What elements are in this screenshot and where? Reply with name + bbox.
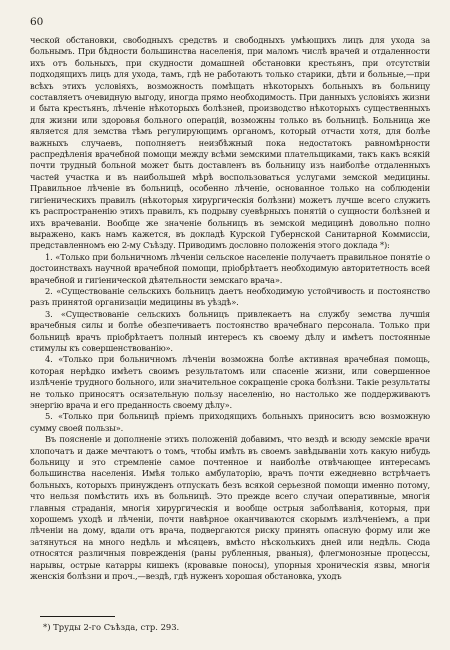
paragraph-point-3: 3. «Существованіе сельскихъ больницъ привлекаетъ на службу земства лучшія врачебныя силы и болѣе обезпечиваетъ постоянство врачебнаго персонала. Только при больницѣ врачъ пріобрѣтаетъ полный интересъ къ своему дѣлу и имѣетъ постоянные стимулы къ совершенствованію». (30, 308, 430, 353)
paragraph-point-5: 5. «Только при больницѣ пріемъ приходящихъ больныхъ приноситъ всю возможную сумму своей пользы». (30, 411, 430, 433)
paragraph-point-2: 2. «Существованіе сельскихъ больницъ даетъ необходимую устойчивость и постоянство разъ принятой организаціи медицины въ уѣздѣ». (30, 285, 430, 308)
page-number: 60 (30, 16, 44, 28)
body-text (30, 35, 430, 583)
paragraph-point-1: 1. «Только при больничномъ лѣченіи сельское населеніе получаетъ правильное понятіе о достоинствахъ научной врачебной помощи, пріобрѣтаетъ необходимую авторитетность всей врачебной и гигіенической дѣятельности земскаго врача». (30, 251, 430, 285)
paragraph-intro: ческой обстановки, свободныхъ средствъ и свободныхъ умѣющихъ лицъ для ухода за больнымъ. При бѣдности большинства населенія, при маломъ числѣ врачей и отдаленности ихъ отъ больныхъ, при скудности домашней обстановки крестьянъ, при отсутствіи подходящихъ лицъ для ухода, тамъ, гдѣ не работаютъ только старики, дѣти и больные,—при всѣхъ этихъ условіяхъ, возможность помѣщать нѣкоторыхъ больныхъ въ больницу составляетъ очевидную выгоду, иногда прямо необходимость. При данныхъ условіяхъ жизни и быта крестьянъ, лѣченіе нѣкоторыхъ болѣзней, производство нѣкоторыхъ существенныхъ для жизни или здоровья больного операцій, возможны только въ больницѣ. Больница же является для земства тѣмъ регулирующимъ органомъ, который отчасти хотя, для болѣе важныхъ случаевъ, пополняетъ неизбѣжный пока недостатокъ равномѣрности распредѣленія врачебной помощи между всѣми земскими плательщиками, такъ какъ всякій почти трудный больной может быть доставленъ въ больницу изъ наиболѣе отдаленныхъ частей участка и въ наибольшей мѣрѣ воспользоваться услугами земской медицины. Правильное лѣченіе въ больницѣ, особенно лѣченіе, основанное только на соблюденіи гигіеническихъ правилъ (нѣкоторыя хирургическія болѣзни) можетъ лучше всего служить къ распространенію этихъ правилъ, къ подрыву суевѣрныхъ понятій о сущности болѣзней и ихъ врачеваніи. Вообще же значеніе больницъ въ земской медицинѣ довольно полно выражено, какъ намъ кажется, въ докладѣ Курской Губернской Санитарной Коммиссіи, представленномъ ею 2-му Съѣзду. Приводимъ дословно положенія этого доклада *): (30, 35, 430, 251)
footnote-divider (40, 616, 115, 617)
paragraph-point-4: 4. «Только при больничномъ лѣченіи возможна болѣе активная врачебная помощь, которая нерѣдко имѣетъ своимъ результатомъ или спасеніе жизни, или совершенное излѣченіе трудного больного, или значительное сокращеніе срока болѣзни. Такіе результаты не только приносятъ осязательную пользу населенію, но настолько же поддерживаютъ энергію врача и его преданность своему дѣлу». (30, 354, 430, 410)
paragraph-explanation: Въ поясненіе и дополненіе этихъ положеній добавимъ, что вездѣ и всюду земскіе врачи хлопочатъ и даже мечтаютъ о томъ, чтобы имѣть въ своемъ завѣдываніи хоть какую нибудь больницу и это стремленіе самое почтенное и наиболѣе отвѣчающее интересамъ большинства населенія. Имѣя только амбулаторію, врачъ почти ежедневно встрѣчаетъ больныхъ, которыхъ принужденъ отпускать безъ всякой серьезной помощи именно потому, что нельзя помѣстить ихъ въ больницѣ. Это прежде всего случаи оперативные, многія главныя страданія, многія хирургическія и вообще острыя заболѣванія, которыя, при хорошемъ уходѣ и лѣченіи, почти навѣрное оканчиваются скорымъ излѣченіемъ, а при лѣченіи на дому, вдали отъ врача, подвергаются риску принять опасную форму или же затянуться на много недѣль и мѣсяцевъ, вмѣсто нѣсколькихъ дней или недѣль. Сюда относятся различныя поврежденія (раны рубленныя, рваныя), флегмонозные процессы, нарывы, острые катарры кишекъ (кровавые поносы), упорныя хроническія язвы, многія женскія болѣзни и проч.,—вездѣ, гдѣ нуженъ хорошая обстановка, уходъ (30, 434, 430, 582)
footnote: *) Труды 2-го Съѣзда, стр. 293. (43, 622, 180, 632)
